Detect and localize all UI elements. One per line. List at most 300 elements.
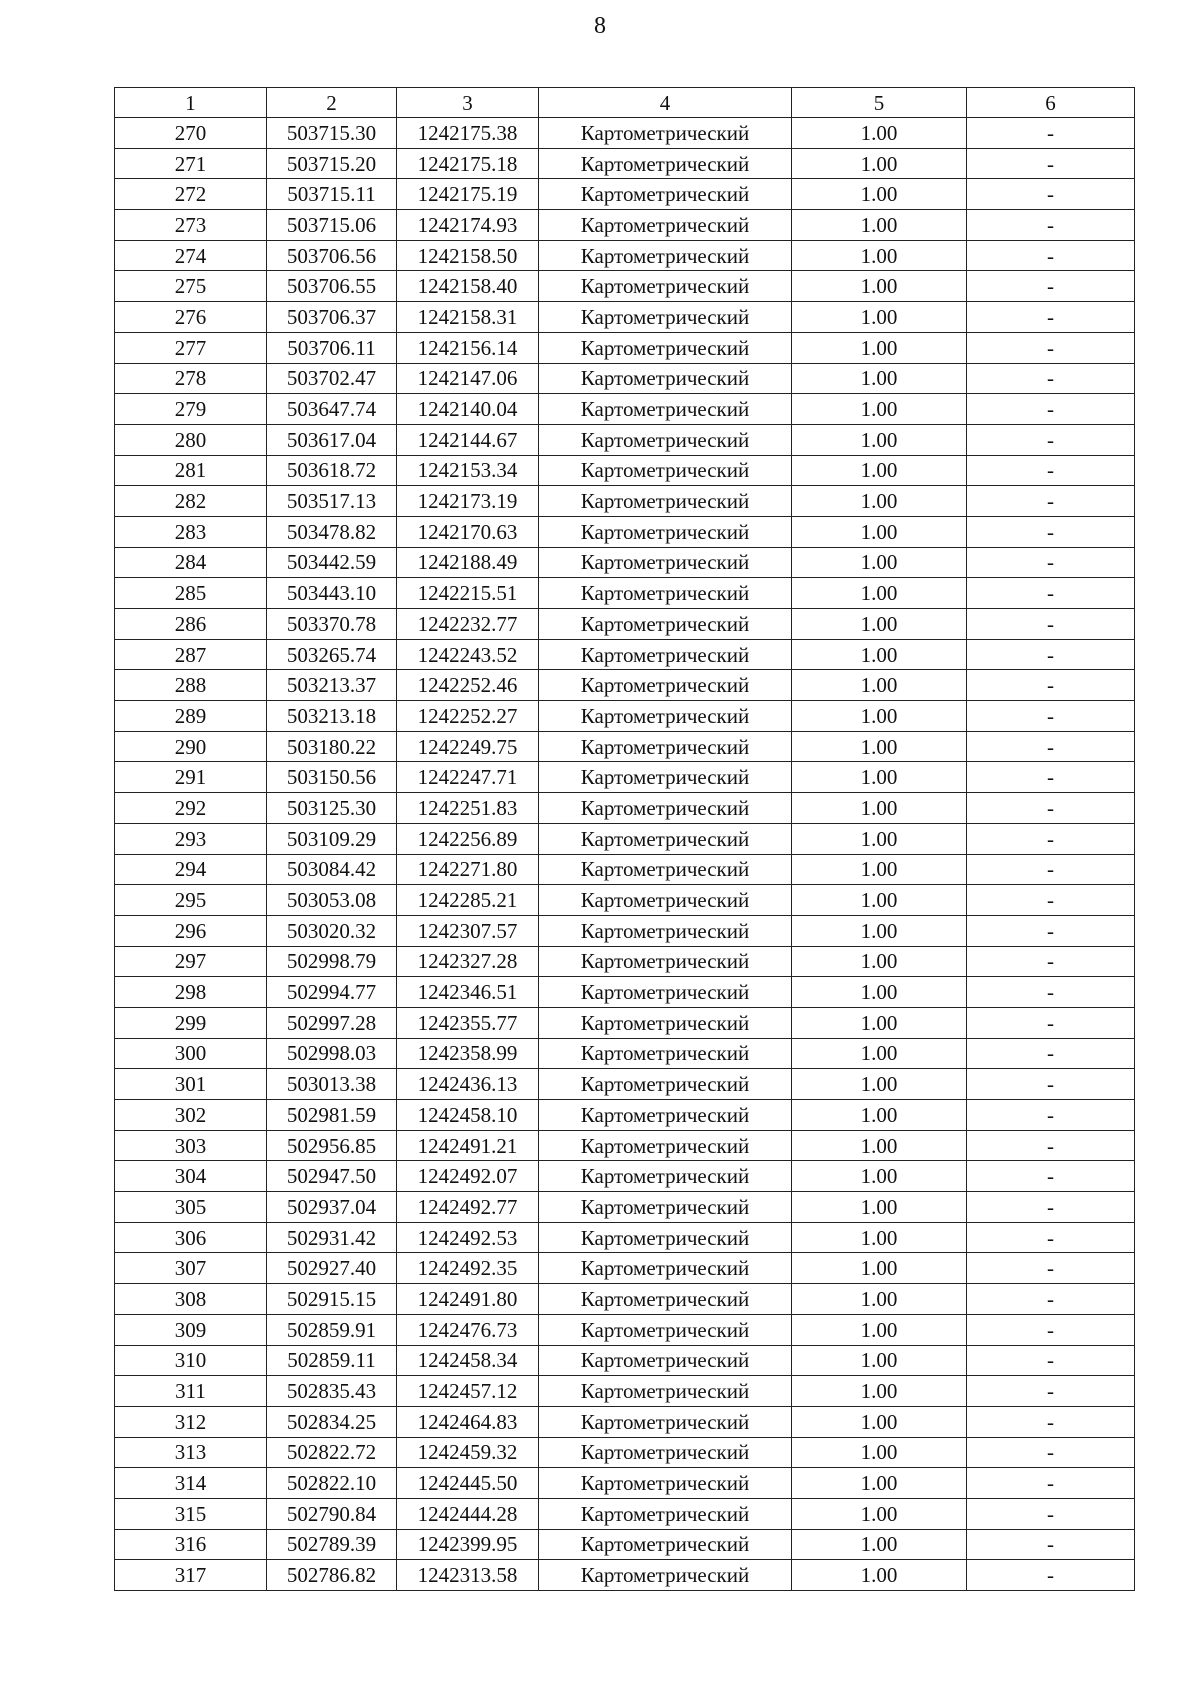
accuracy-cell: 1.00 (792, 271, 967, 302)
point-number-cell: 295 (115, 885, 267, 916)
y-coordinate-cell: 1242247.71 (397, 762, 539, 793)
method-cell: Картометрический (539, 1314, 792, 1345)
table-row (115, 210, 1135, 241)
y-coordinate-cell: 1242492.77 (397, 1192, 539, 1223)
header-col-4: 4 (539, 88, 792, 118)
point-number-cell: 271 (115, 148, 267, 179)
method-cell: Картометрический (539, 486, 792, 517)
point-number-cell: 317 (115, 1560, 267, 1591)
x-coordinate-cell: 502790.84 (267, 1498, 397, 1529)
method-cell: Картометрический (539, 148, 792, 179)
y-coordinate-cell: 1242458.34 (397, 1345, 539, 1376)
table-row (115, 455, 1135, 486)
x-coordinate-cell: 503180.22 (267, 731, 397, 762)
point-number-cell: 314 (115, 1468, 267, 1499)
y-coordinate-cell: 1242243.52 (397, 639, 539, 670)
point-number-cell: 279 (115, 394, 267, 425)
note-cell: - (967, 516, 1135, 547)
y-coordinate-cell: 1242285.21 (397, 885, 539, 916)
x-coordinate-cell: 503443.10 (267, 578, 397, 609)
method-cell: Картометрический (539, 1468, 792, 1499)
method-cell: Картометрический (539, 240, 792, 271)
accuracy-cell: 1.00 (792, 424, 967, 455)
note-cell: - (967, 486, 1135, 517)
method-cell: Картометрический (539, 210, 792, 241)
note-cell: - (967, 1069, 1135, 1100)
header-row (115, 88, 1135, 118)
x-coordinate-cell: 502947.50 (267, 1161, 397, 1192)
table-row (115, 1253, 1135, 1284)
note-cell: - (967, 946, 1135, 977)
point-number-cell: 298 (115, 977, 267, 1008)
x-coordinate-cell: 503125.30 (267, 793, 397, 824)
note-cell: - (967, 240, 1135, 271)
x-coordinate-cell: 502859.11 (267, 1345, 397, 1376)
x-coordinate-cell: 503715.06 (267, 210, 397, 241)
table-row (115, 547, 1135, 578)
point-number-cell: 286 (115, 609, 267, 640)
x-coordinate-cell: 502956.85 (267, 1130, 397, 1161)
accuracy-cell: 1.00 (792, 240, 967, 271)
accuracy-cell: 1.00 (792, 1253, 967, 1284)
y-coordinate-cell: 1242144.67 (397, 424, 539, 455)
y-coordinate-cell: 1242158.40 (397, 271, 539, 302)
point-number-cell: 297 (115, 946, 267, 977)
note-cell: - (967, 701, 1135, 732)
table-row (115, 578, 1135, 609)
x-coordinate-cell: 503265.74 (267, 639, 397, 670)
note-cell: - (967, 363, 1135, 394)
x-coordinate-cell: 502822.10 (267, 1468, 397, 1499)
note-cell: - (967, 118, 1135, 149)
accuracy-cell: 1.00 (792, 578, 967, 609)
y-coordinate-cell: 1242215.51 (397, 578, 539, 609)
y-coordinate-cell: 1242174.93 (397, 210, 539, 241)
point-number-cell: 287 (115, 639, 267, 670)
method-cell: Картометрический (539, 1192, 792, 1223)
method-cell: Картометрический (539, 701, 792, 732)
point-number-cell: 308 (115, 1284, 267, 1315)
method-cell: Картометрический (539, 915, 792, 946)
x-coordinate-cell: 502931.42 (267, 1222, 397, 1253)
point-number-cell: 307 (115, 1253, 267, 1284)
table-row (115, 854, 1135, 885)
table-row (115, 363, 1135, 394)
table-row (115, 915, 1135, 946)
note-cell: - (967, 823, 1135, 854)
accuracy-cell: 1.00 (792, 1100, 967, 1131)
y-coordinate-cell: 1242158.50 (397, 240, 539, 271)
header-col-3: 3 (397, 88, 539, 118)
x-coordinate-cell: 503715.11 (267, 179, 397, 210)
table-row (115, 1007, 1135, 1038)
note-cell: - (967, 915, 1135, 946)
table-row (115, 639, 1135, 670)
table-row (115, 1284, 1135, 1315)
y-coordinate-cell: 1242173.19 (397, 486, 539, 517)
y-coordinate-cell: 1242175.18 (397, 148, 539, 179)
y-coordinate-cell: 1242492.07 (397, 1161, 539, 1192)
accuracy-cell: 1.00 (792, 1529, 967, 1560)
point-number-cell: 309 (115, 1314, 267, 1345)
note-cell: - (967, 271, 1135, 302)
method-cell: Картометрический (539, 455, 792, 486)
note-cell: - (967, 731, 1135, 762)
point-number-cell: 284 (115, 547, 267, 578)
table-row (115, 1100, 1135, 1131)
point-number-cell: 306 (115, 1222, 267, 1253)
table-row (115, 1468, 1135, 1499)
method-cell: Картометрический (539, 1406, 792, 1437)
note-cell: - (967, 1468, 1135, 1499)
y-coordinate-cell: 1242313.58 (397, 1560, 539, 1591)
accuracy-cell: 1.00 (792, 1498, 967, 1529)
note-cell: - (967, 578, 1135, 609)
note-cell: - (967, 1038, 1135, 1069)
point-number-cell: 280 (115, 424, 267, 455)
method-cell: Картометрический (539, 118, 792, 149)
y-coordinate-cell: 1242459.32 (397, 1437, 539, 1468)
header-col-5: 5 (792, 88, 967, 118)
table-row (115, 271, 1135, 302)
method-cell: Картометрический (539, 731, 792, 762)
point-number-cell: 300 (115, 1038, 267, 1069)
table-row (115, 1498, 1135, 1529)
point-number-cell: 315 (115, 1498, 267, 1529)
table-row (115, 701, 1135, 732)
accuracy-cell: 1.00 (792, 363, 967, 394)
y-coordinate-cell: 1242464.83 (397, 1406, 539, 1437)
y-coordinate-cell: 1242170.63 (397, 516, 539, 547)
point-number-cell: 281 (115, 455, 267, 486)
accuracy-cell: 1.00 (792, 1192, 967, 1223)
y-coordinate-cell: 1242358.99 (397, 1038, 539, 1069)
note-cell: - (967, 1130, 1135, 1161)
method-cell: Картометрический (539, 762, 792, 793)
method-cell: Картометрический (539, 578, 792, 609)
method-cell: Картометрический (539, 1038, 792, 1069)
table-row (115, 1192, 1135, 1223)
method-cell: Картометрический (539, 363, 792, 394)
y-coordinate-cell: 1242251.83 (397, 793, 539, 824)
accuracy-cell: 1.00 (792, 1314, 967, 1345)
accuracy-cell: 1.00 (792, 670, 967, 701)
y-coordinate-cell: 1242346.51 (397, 977, 539, 1008)
method-cell: Картометрический (539, 670, 792, 701)
method-cell: Картометрический (539, 639, 792, 670)
y-coordinate-cell: 1242140.04 (397, 394, 539, 425)
y-coordinate-cell: 1242252.46 (397, 670, 539, 701)
note-cell: - (967, 1529, 1135, 1560)
accuracy-cell: 1.00 (792, 547, 967, 578)
method-cell: Картометрический (539, 1437, 792, 1468)
point-number-cell: 304 (115, 1161, 267, 1192)
y-coordinate-cell: 1242458.10 (397, 1100, 539, 1131)
accuracy-cell: 1.00 (792, 1437, 967, 1468)
method-cell: Картометрический (539, 1376, 792, 1407)
accuracy-cell: 1.00 (792, 1468, 967, 1499)
x-coordinate-cell: 503478.82 (267, 516, 397, 547)
accuracy-cell: 1.00 (792, 179, 967, 210)
point-number-cell: 270 (115, 118, 267, 149)
point-number-cell: 291 (115, 762, 267, 793)
accuracy-cell: 1.00 (792, 1161, 967, 1192)
point-number-cell: 283 (115, 516, 267, 547)
table-row (115, 302, 1135, 333)
note-cell: - (967, 1284, 1135, 1315)
x-coordinate-cell: 503370.78 (267, 609, 397, 640)
table-row (115, 1406, 1135, 1437)
x-coordinate-cell: 502915.15 (267, 1284, 397, 1315)
method-cell: Картометрический (539, 1222, 792, 1253)
accuracy-cell: 1.00 (792, 210, 967, 241)
table-row (115, 240, 1135, 271)
y-coordinate-cell: 1242355.77 (397, 1007, 539, 1038)
note-cell: - (967, 1007, 1135, 1038)
coordinates-table (114, 87, 1135, 1591)
y-coordinate-cell: 1242307.57 (397, 915, 539, 946)
accuracy-cell: 1.00 (792, 793, 967, 824)
method-cell: Картометрический (539, 547, 792, 578)
method-cell: Картометрический (539, 1007, 792, 1038)
table-row (115, 1529, 1135, 1560)
accuracy-cell: 1.00 (792, 701, 967, 732)
accuracy-cell: 1.00 (792, 148, 967, 179)
point-number-cell: 296 (115, 915, 267, 946)
accuracy-cell: 1.00 (792, 1222, 967, 1253)
method-cell: Картометрический (539, 1253, 792, 1284)
x-coordinate-cell: 503617.04 (267, 424, 397, 455)
y-coordinate-cell: 1242153.34 (397, 455, 539, 486)
method-cell: Картометрический (539, 1529, 792, 1560)
point-number-cell: 282 (115, 486, 267, 517)
accuracy-cell: 1.00 (792, 455, 967, 486)
accuracy-cell: 1.00 (792, 731, 967, 762)
accuracy-cell: 1.00 (792, 885, 967, 916)
method-cell: Картометрический (539, 394, 792, 425)
table-row (115, 1314, 1135, 1345)
point-number-cell: 299 (115, 1007, 267, 1038)
note-cell: - (967, 455, 1135, 486)
y-coordinate-cell: 1242445.50 (397, 1468, 539, 1499)
method-cell: Картометрический (539, 1100, 792, 1131)
y-coordinate-cell: 1242175.38 (397, 118, 539, 149)
method-cell: Картометрический (539, 1161, 792, 1192)
point-number-cell: 276 (115, 302, 267, 333)
accuracy-cell: 1.00 (792, 609, 967, 640)
note-cell: - (967, 1100, 1135, 1131)
point-number-cell: 316 (115, 1529, 267, 1560)
note-cell: - (967, 1406, 1135, 1437)
table-row (115, 762, 1135, 793)
note-cell: - (967, 1345, 1135, 1376)
note-cell: - (967, 394, 1135, 425)
table-row (115, 1376, 1135, 1407)
note-cell: - (967, 179, 1135, 210)
note-cell: - (967, 148, 1135, 179)
accuracy-cell: 1.00 (792, 1345, 967, 1376)
table-row (115, 731, 1135, 762)
y-coordinate-cell: 1242491.80 (397, 1284, 539, 1315)
point-number-cell: 305 (115, 1192, 267, 1223)
table-row (115, 394, 1135, 425)
x-coordinate-cell: 503706.56 (267, 240, 397, 271)
x-coordinate-cell: 503647.74 (267, 394, 397, 425)
y-coordinate-cell: 1242436.13 (397, 1069, 539, 1100)
accuracy-cell: 1.00 (792, 1284, 967, 1315)
note-cell: - (967, 977, 1135, 1008)
note-cell: - (967, 609, 1135, 640)
method-cell: Картометрический (539, 1069, 792, 1100)
x-coordinate-cell: 503442.59 (267, 547, 397, 578)
x-coordinate-cell: 502835.43 (267, 1376, 397, 1407)
note-cell: - (967, 302, 1135, 333)
accuracy-cell: 1.00 (792, 1376, 967, 1407)
table-row (115, 486, 1135, 517)
point-number-cell: 274 (115, 240, 267, 271)
point-number-cell: 275 (115, 271, 267, 302)
y-coordinate-cell: 1242457.12 (397, 1376, 539, 1407)
method-cell: Картометрический (539, 854, 792, 885)
y-coordinate-cell: 1242158.31 (397, 302, 539, 333)
point-number-cell: 293 (115, 823, 267, 854)
x-coordinate-cell: 503706.11 (267, 332, 397, 363)
header-col-6: 6 (967, 88, 1135, 118)
x-coordinate-cell: 503013.38 (267, 1069, 397, 1100)
y-coordinate-cell: 1242175.19 (397, 179, 539, 210)
point-number-cell: 302 (115, 1100, 267, 1131)
method-cell: Картометрический (539, 1284, 792, 1315)
x-coordinate-cell: 503715.20 (267, 148, 397, 179)
y-coordinate-cell: 1242256.89 (397, 823, 539, 854)
table-row (115, 1560, 1135, 1591)
method-cell: Картометрический (539, 885, 792, 916)
x-coordinate-cell: 502937.04 (267, 1192, 397, 1223)
method-cell: Картометрический (539, 1560, 792, 1591)
x-coordinate-cell: 503109.29 (267, 823, 397, 854)
point-number-cell: 294 (115, 854, 267, 885)
note-cell: - (967, 639, 1135, 670)
table-row (115, 670, 1135, 701)
header-col-2: 2 (267, 88, 397, 118)
note-cell: - (967, 762, 1135, 793)
table-row (115, 1130, 1135, 1161)
point-number-cell: 301 (115, 1069, 267, 1100)
table-row (115, 1069, 1135, 1100)
accuracy-cell: 1.00 (792, 639, 967, 670)
accuracy-cell: 1.00 (792, 823, 967, 854)
x-coordinate-cell: 503702.47 (267, 363, 397, 394)
method-cell: Картометрический (539, 302, 792, 333)
accuracy-cell: 1.00 (792, 118, 967, 149)
table-body (115, 118, 1135, 1591)
accuracy-cell: 1.00 (792, 1069, 967, 1100)
note-cell: - (967, 1498, 1135, 1529)
x-coordinate-cell: 502927.40 (267, 1253, 397, 1284)
y-coordinate-cell: 1242147.06 (397, 363, 539, 394)
point-number-cell: 272 (115, 179, 267, 210)
y-coordinate-cell: 1242252.27 (397, 701, 539, 732)
note-cell: - (967, 1560, 1135, 1591)
table-row (115, 1038, 1135, 1069)
table-row (115, 179, 1135, 210)
table-row (115, 1345, 1135, 1376)
note-cell: - (967, 793, 1135, 824)
y-coordinate-cell: 1242491.21 (397, 1130, 539, 1161)
y-coordinate-cell: 1242232.77 (397, 609, 539, 640)
accuracy-cell: 1.00 (792, 1560, 967, 1591)
table-header (115, 88, 1135, 118)
x-coordinate-cell: 502981.59 (267, 1100, 397, 1131)
accuracy-cell: 1.00 (792, 1007, 967, 1038)
note-cell: - (967, 1314, 1135, 1345)
accuracy-cell: 1.00 (792, 486, 967, 517)
note-cell: - (967, 1161, 1135, 1192)
method-cell: Картометрический (539, 1130, 792, 1161)
note-cell: - (967, 424, 1135, 455)
method-cell: Картометрический (539, 793, 792, 824)
method-cell: Картометрический (539, 977, 792, 1008)
x-coordinate-cell: 502998.03 (267, 1038, 397, 1069)
header-col-1: 1 (115, 88, 267, 118)
table-row (115, 332, 1135, 363)
x-coordinate-cell: 502822.72 (267, 1437, 397, 1468)
x-coordinate-cell: 503706.37 (267, 302, 397, 333)
note-cell: - (967, 885, 1135, 916)
x-coordinate-cell: 502786.82 (267, 1560, 397, 1591)
x-coordinate-cell: 503517.13 (267, 486, 397, 517)
table-row (115, 1437, 1135, 1468)
method-cell: Картометрический (539, 946, 792, 977)
method-cell: Картометрический (539, 1345, 792, 1376)
accuracy-cell: 1.00 (792, 1406, 967, 1437)
accuracy-cell: 1.00 (792, 946, 967, 977)
accuracy-cell: 1.00 (792, 915, 967, 946)
method-cell: Картометрический (539, 271, 792, 302)
x-coordinate-cell: 502789.39 (267, 1529, 397, 1560)
table-row (115, 1161, 1135, 1192)
x-coordinate-cell: 502997.28 (267, 1007, 397, 1038)
method-cell: Картометрический (539, 424, 792, 455)
point-number-cell: 303 (115, 1130, 267, 1161)
point-number-cell: 313 (115, 1437, 267, 1468)
table-row (115, 823, 1135, 854)
table-row (115, 977, 1135, 1008)
y-coordinate-cell: 1242399.95 (397, 1529, 539, 1560)
accuracy-cell: 1.00 (792, 516, 967, 547)
note-cell: - (967, 1222, 1135, 1253)
method-cell: Картометрический (539, 609, 792, 640)
accuracy-cell: 1.00 (792, 1130, 967, 1161)
point-number-cell: 312 (115, 1406, 267, 1437)
point-number-cell: 290 (115, 731, 267, 762)
point-number-cell: 311 (115, 1376, 267, 1407)
y-coordinate-cell: 1242444.28 (397, 1498, 539, 1529)
note-cell: - (967, 1437, 1135, 1468)
x-coordinate-cell: 502859.91 (267, 1314, 397, 1345)
note-cell: - (967, 1253, 1135, 1284)
y-coordinate-cell: 1242156.14 (397, 332, 539, 363)
page-number: 8 (594, 13, 606, 39)
table-row (115, 793, 1135, 824)
table-row (115, 516, 1135, 547)
table-row (115, 1222, 1135, 1253)
table-row (115, 424, 1135, 455)
point-number-cell: 277 (115, 332, 267, 363)
accuracy-cell: 1.00 (792, 762, 967, 793)
x-coordinate-cell: 502998.79 (267, 946, 397, 977)
point-number-cell: 273 (115, 210, 267, 241)
